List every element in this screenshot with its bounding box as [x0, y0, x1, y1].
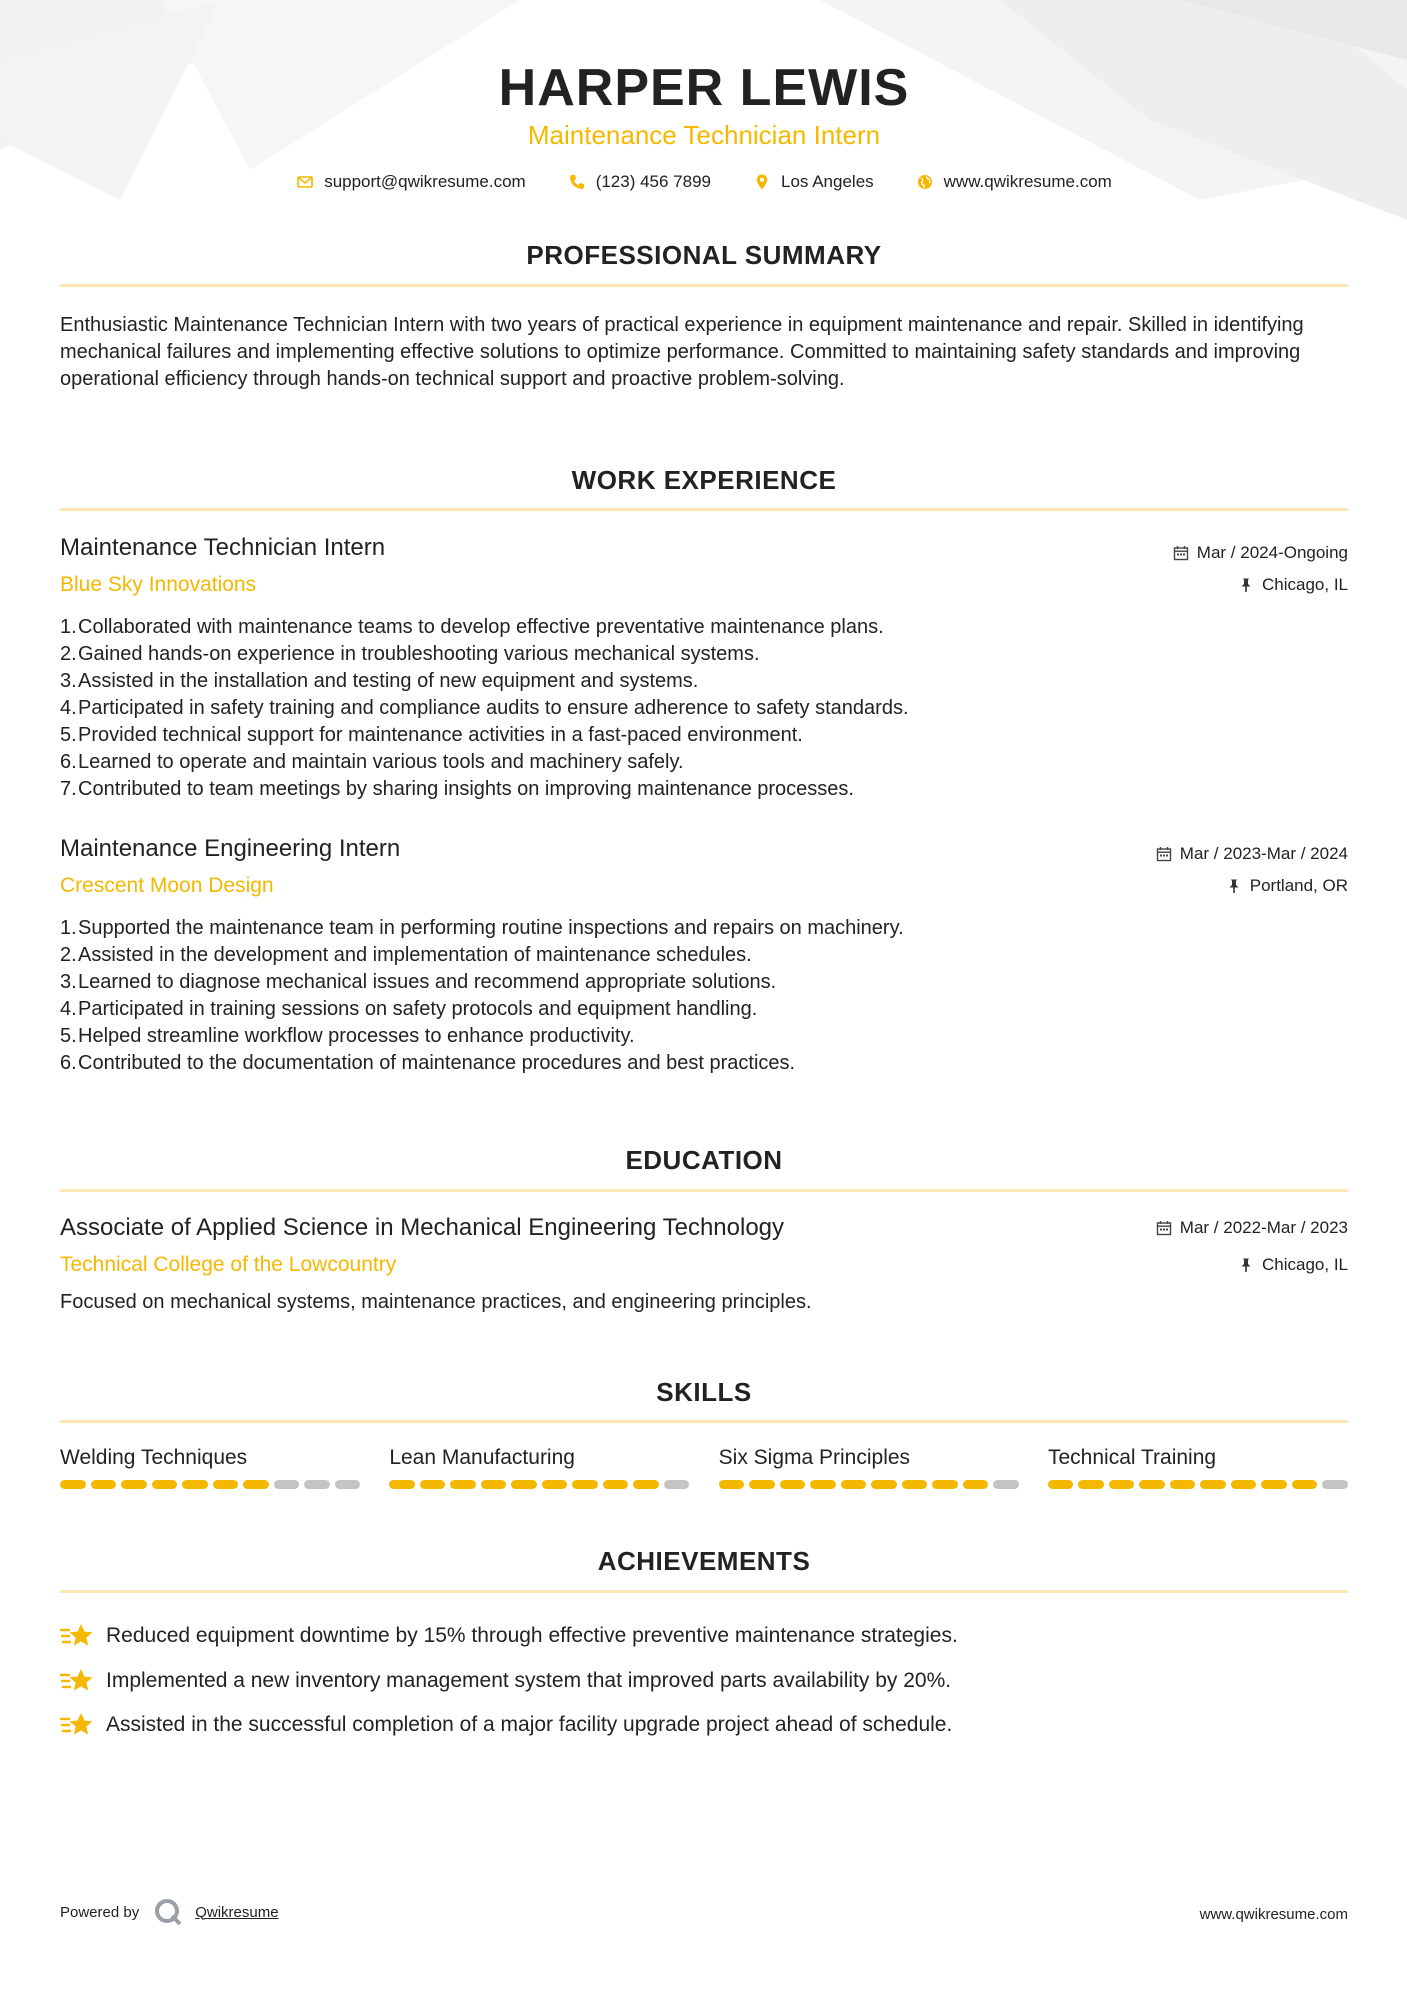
bullet-number: 3. [60, 670, 77, 692]
bullet-text: Participated in safety training and compliance audits to ensure adherence to safety standards. [78, 697, 909, 719]
skills-heading: SKILLS [656, 1377, 752, 1407]
bullet-number: 7. [60, 778, 77, 800]
calendar-icon [1156, 1220, 1172, 1236]
bullet-text: Learned to operate and maintain various tools and machinery safely. [78, 751, 684, 773]
bullet-text: Gained hands-on experience in troubleshooting various mechanical systems. [78, 643, 760, 665]
contact-phone-text: (123) 456 7899 [595, 172, 712, 191]
summary-text: Enthusiastic Maintenance Technician Intern with two years of practical experience in equipment maintenance and repair. Skilled in identifying mechanical failures and implementing effective solutions to optimize performance. Committed to maintaining safety standards and improving operational efficiency through hands-on technical support and proactive problem-solving. [60, 314, 1304, 390]
globe-icon [916, 173, 934, 191]
summary-heading: PROFESSIONAL SUMMARY [526, 240, 882, 270]
bullet-text: Participated in training sessions on safety protocols and equipment handling. [78, 998, 758, 1020]
education-location-text: Chicago, IL [1262, 1255, 1348, 1274]
candidate-role: Maintenance Technician Intern [527, 120, 881, 150]
skill-level-segment [1170, 1480, 1196, 1489]
skill-level-segment [603, 1480, 629, 1489]
skill-level-segment [1231, 1480, 1257, 1489]
bullet-item [60, 749, 1348, 776]
skill-level-segment [902, 1480, 928, 1489]
contact-email-text: support@qwikresume.com [324, 172, 526, 191]
contact-email[interactable] [296, 172, 526, 192]
skill-level-segment [1261, 1480, 1287, 1489]
bullet-text: Learned to diagnose mechanical issues and recommend appropriate solutions. [78, 971, 777, 993]
experience-heading: WORK EXPERIENCE [571, 465, 837, 495]
skill-level-segment [450, 1480, 476, 1489]
bullet-item [60, 969, 1348, 996]
job-date-text: Mar / 2024-Ongoing [1196, 543, 1348, 562]
footer-website[interactable]: www.qwikresume.com [1199, 1906, 1348, 1923]
bullet-number: 4. [60, 998, 77, 1020]
education-description: Focused on mechanical systems, maintenance practices, and engineering principles. [60, 1291, 812, 1313]
skill-level-segment [420, 1480, 446, 1489]
job-date-text: Mar / 2023-Mar / 2024 [1179, 844, 1348, 863]
contact-bar [60, 172, 1348, 192]
phone-icon [568, 173, 586, 191]
pushpin-icon [1238, 1257, 1254, 1273]
pushpin-icon [1238, 577, 1254, 593]
skill-item [60, 1446, 360, 1489]
powered-by-text: Powered by [60, 1903, 140, 1921]
skill-level-segment [243, 1480, 269, 1489]
skill-level-segment [1292, 1480, 1318, 1489]
achievement-item [60, 1703, 1348, 1748]
star-icon [60, 1621, 94, 1651]
bullet-item [60, 776, 1348, 803]
bullet-number: 3. [60, 971, 77, 993]
skill-level-segment [1109, 1480, 1135, 1489]
skill-item [1048, 1446, 1348, 1489]
skill-level-segment [1322, 1480, 1348, 1489]
job-bullets [60, 614, 1348, 803]
calendar-icon [1156, 846, 1172, 862]
skill-level-segment [963, 1480, 989, 1489]
skill-level-segment [542, 1480, 568, 1489]
footer-powered [60, 1897, 279, 1927]
bullet-number: 5. [60, 1025, 77, 1047]
achievements-list [60, 1614, 1348, 1748]
envelope-icon [296, 173, 314, 191]
skill-level-segment [572, 1480, 598, 1489]
skill-item [389, 1446, 689, 1489]
bullet-item [60, 641, 1348, 668]
skill-level-segment [511, 1480, 537, 1489]
bullet-item [60, 1050, 1348, 1077]
skill-level-segment [1200, 1480, 1226, 1489]
bullet-item [60, 668, 1348, 695]
skill-level-segment [749, 1480, 775, 1489]
skill-level-bar [1048, 1480, 1348, 1489]
skill-name: Technical Training [1047, 1446, 1217, 1469]
contact-location-text: Los Angeles [781, 172, 874, 191]
skill-level-segment [60, 1480, 86, 1489]
job-bullets [60, 915, 1348, 1077]
skill-level-segment [152, 1480, 178, 1489]
achievements-divider [60, 1590, 1348, 1593]
skill-level-segment [182, 1480, 208, 1489]
job-location-text: Chicago, IL [1262, 575, 1348, 594]
skill-level-bar [389, 1480, 689, 1489]
bullet-item [60, 722, 1348, 749]
bullet-text: Collaborated with maintenance teams to develop effective preventative maintenance plans. [78, 616, 884, 638]
bullet-item [60, 695, 1348, 722]
bullet-text: Contributed to the documentation of maintenance procedures and best practices. [78, 1052, 796, 1074]
job-title: Maintenance Engineering Intern [60, 835, 401, 862]
job-location [1238, 575, 1348, 595]
map-pin-icon [753, 173, 771, 191]
skill-level-segment [304, 1480, 330, 1489]
star-icon [60, 1710, 94, 1740]
skill-level-segment [274, 1480, 300, 1489]
skill-level-segment [121, 1480, 147, 1489]
bullet-number: 5. [60, 724, 77, 746]
education-degree: Associate of Applied Science in Mechanical Engineering Technology [60, 1214, 785, 1241]
skill-name: Welding Techniques [60, 1446, 248, 1469]
contact-phone[interactable] [568, 172, 711, 192]
skill-level-segment [335, 1480, 361, 1489]
skill-level-bar [60, 1480, 360, 1489]
skill-level-bar [719, 1480, 1019, 1489]
bullet-number: 1. [60, 917, 77, 939]
star-icon [60, 1666, 94, 1696]
bullet-item [60, 942, 1348, 969]
achievement-text: Implemented a new inventory management system that improved parts availability by 20%. [106, 1668, 952, 1692]
achievement-text: Assisted in the successful completion of a major facility upgrade project ahead of schedule. [106, 1713, 953, 1737]
skill-level-segment [1139, 1480, 1165, 1489]
skill-level-segment [810, 1480, 836, 1489]
skills-divider [60, 1420, 1348, 1423]
bullet-text: Helped streamline workflow processes to enhance productivity. [78, 1025, 635, 1047]
skill-level-segment [780, 1480, 806, 1489]
skill-level-segment [1078, 1480, 1104, 1489]
calendar-icon [1173, 545, 1189, 561]
skill-level-segment [633, 1480, 659, 1489]
skills-list [60, 1446, 1348, 1489]
bullet-number: 2. [60, 643, 77, 665]
bullet-text: Supported the maintenance team in performing routine inspections and repairs on machinery. [78, 917, 904, 939]
skill-level-segment [389, 1480, 415, 1489]
bullet-text: Contributed to team meetings by sharing insights on improving maintenance processes. [78, 778, 854, 800]
bullet-item [60, 996, 1348, 1023]
skill-level-segment [932, 1480, 958, 1489]
bullet-number: 6. [60, 1052, 77, 1074]
education-school: Technical College of the Lowcountry [60, 1253, 397, 1276]
job-location [1226, 876, 1348, 896]
pushpin-icon [1226, 878, 1242, 894]
bullet-item [60, 614, 1348, 641]
achievement-item [60, 1659, 1348, 1704]
achievements-heading: ACHIEVEMENTS [597, 1546, 811, 1576]
skill-level-segment [481, 1480, 507, 1489]
achievement-text: Reduced equipment downtime by 15% through effective preventive maintenance strategies. [106, 1624, 958, 1648]
qwikresume-logo-icon [153, 1897, 183, 1927]
achievement-item [60, 1614, 1348, 1659]
job-date [1156, 844, 1348, 864]
skill-level-segment [993, 1480, 1019, 1489]
job-location-text: Portland, OR [1249, 876, 1348, 895]
job-company: Blue Sky Innovations [60, 573, 257, 596]
experience-divider [60, 508, 1348, 511]
skill-level-segment [871, 1480, 897, 1489]
contact-location [753, 172, 874, 192]
education-divider [60, 1189, 1348, 1192]
skill-level-segment [91, 1480, 117, 1489]
skill-level-segment [841, 1480, 867, 1489]
education-location [1238, 1255, 1348, 1275]
skill-item [719, 1446, 1019, 1489]
job-date [1173, 543, 1348, 563]
summary-divider [60, 284, 1348, 287]
bullet-text: Assisted in the installation and testing of new equipment and systems. [78, 670, 699, 692]
bullet-text: Assisted in the development and implementation of maintenance schedules. [78, 944, 752, 966]
candidate-name: HARPER LEWIS [498, 59, 910, 117]
skill-level-segment [1048, 1480, 1074, 1489]
bullet-text: Provided technical support for maintenance activities in a fast-paced environment. [78, 724, 803, 746]
bullet-item [60, 1023, 1348, 1050]
skill-level-segment [664, 1480, 690, 1489]
job-company: Crescent Moon Design [60, 874, 274, 897]
skill-level-segment [719, 1480, 745, 1489]
bullet-item [60, 915, 1348, 942]
bullet-number: 4. [60, 697, 77, 719]
bullet-number: 2. [60, 944, 77, 966]
contact-website[interactable] [916, 172, 1112, 192]
bullet-number: 1. [60, 616, 77, 638]
job-title: Maintenance Technician Intern [60, 534, 386, 561]
education-date-text: Mar / 2022-Mar / 2023 [1179, 1218, 1348, 1237]
brand-link[interactable]: Qwikresume [195, 1903, 279, 1921]
education-heading: EDUCATION [625, 1145, 783, 1175]
skill-name: Six Sigma Principles [718, 1446, 911, 1469]
contact-website-text: www.qwikresume.com [943, 172, 1112, 191]
skill-name: Lean Manufacturing [389, 1446, 575, 1469]
bullet-number: 6. [60, 751, 77, 773]
skill-level-segment [213, 1480, 239, 1489]
education-date [1156, 1218, 1348, 1238]
